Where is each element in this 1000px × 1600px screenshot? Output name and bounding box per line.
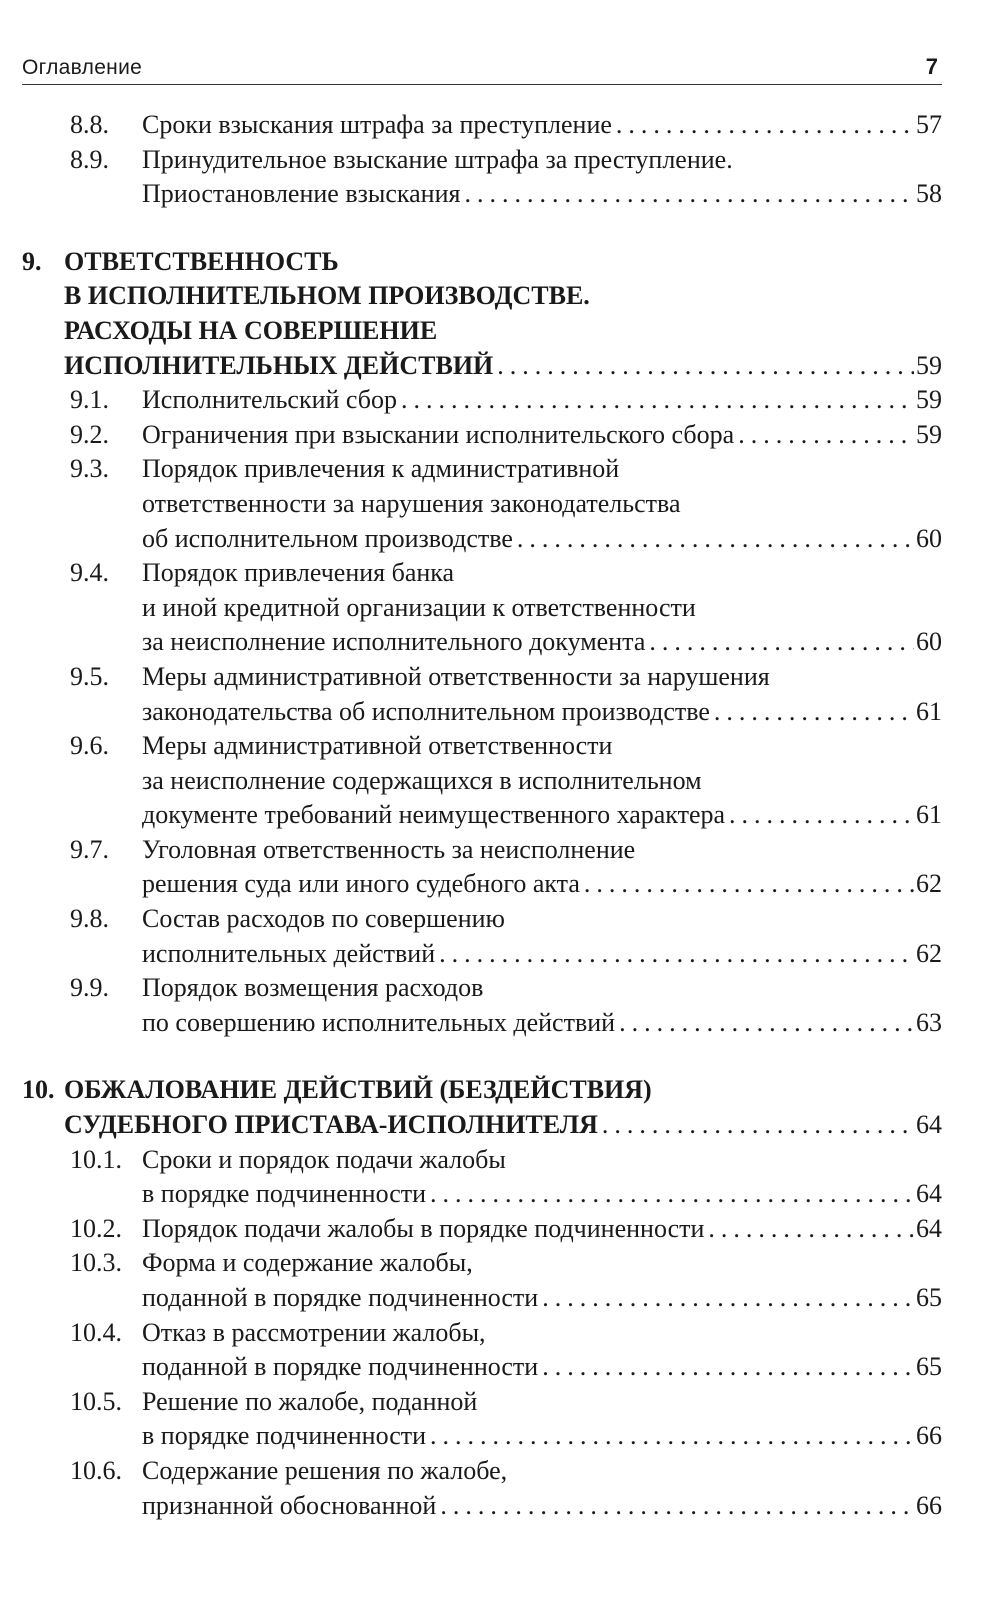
toc-entry-page: 60 xyxy=(916,523,942,553)
toc-entry-number: 8.8. xyxy=(70,110,109,139)
toc-section-title-line: ОТВЕТСТВЕННОСТЬ xyxy=(64,246,339,276)
toc-entry-page: 58 xyxy=(916,179,942,209)
toc-entry-title-line: Порядок возмещения расходов xyxy=(142,973,484,1003)
toc-entry-9-4-cont xyxy=(0,625,1000,660)
table-of-contents xyxy=(0,108,1000,1523)
toc-entry-page: 66 xyxy=(916,1421,942,1451)
toc-entry-number: 9.7. xyxy=(70,834,109,864)
toc-section-title-line: СУДЕБНОГО ПРИСТАВА-ИСПОЛНИТЕЛЯ xyxy=(64,1110,598,1140)
toc-section-number: 9. xyxy=(22,246,42,276)
toc-entry-10-2 xyxy=(0,1212,1000,1247)
toc-entry-number: 10.5. xyxy=(70,1386,122,1416)
toc-entry-page: 64 xyxy=(916,1213,942,1243)
toc-entry-9-4 xyxy=(0,556,1000,591)
toc-entry-number: 9.6. xyxy=(70,731,109,761)
header-section-title: Оглавление xyxy=(22,56,143,79)
toc-entry-9-9 xyxy=(0,971,1000,1006)
toc-entry-number: 9.5. xyxy=(70,661,109,691)
dot-leader xyxy=(430,1419,914,1454)
toc-entry-page: 63 xyxy=(916,1007,942,1037)
toc-section-9-cont xyxy=(0,279,1000,314)
toc-entry-title-line: и иной кредитной организации к ответственности xyxy=(142,592,696,622)
toc-entry-number: 9.4. xyxy=(70,558,109,588)
toc-entry-number: 9.1. xyxy=(70,385,109,415)
toc-entry-10-5-cont xyxy=(0,1419,1000,1454)
toc-entry-title-line: Порядок привлечения к административной xyxy=(142,454,620,484)
toc-entry-title-line: в порядке подчиненности xyxy=(142,1421,427,1451)
toc-entry-title-line: документе требований неимущественного характера xyxy=(142,800,726,830)
toc-entry-title-line: ответственности за нарушения законодательства xyxy=(142,488,681,518)
toc-entry-9-7 xyxy=(0,833,1000,868)
toc-entry-title: Ограничения при взыскании исполнительского сбора xyxy=(142,419,735,449)
toc-entry-8-8 xyxy=(0,108,1000,143)
toc-entry-page: 59 xyxy=(916,419,942,449)
toc-entry-title-line: Порядок привлечения банка xyxy=(142,558,455,588)
dot-leader xyxy=(729,798,914,833)
toc-entry-title-line: Меры административной ответственности за нарушения xyxy=(142,661,770,691)
toc-entry-number: 9.3. xyxy=(70,454,109,484)
toc-section-title-line: ИСПОЛНИТЕЛЬНЫХ ДЕЙСТВИЙ xyxy=(64,350,494,380)
toc-entry-title-line: Отказ в рассмотрении жалобы, xyxy=(142,1317,486,1347)
toc-entry-title-line: Состав расходов по совершению xyxy=(142,904,505,934)
toc-entry-number: 10.2. xyxy=(70,1213,122,1243)
toc-entry-page: 66 xyxy=(916,1490,942,1520)
toc-entry-title-line: Уголовная ответственность за неисполнение xyxy=(142,834,636,864)
toc-entry-title-line: законодательства об исполнительном производстве xyxy=(142,696,710,726)
toc-section-9 xyxy=(0,245,1000,280)
toc-entry-8-9-cont xyxy=(0,177,1000,212)
toc-entry-page: 65 xyxy=(916,1352,942,1382)
toc-entry-9-6-cont xyxy=(0,764,1000,799)
toc-entry-number: 9.9. xyxy=(70,973,109,1003)
toc-entry-title-line: поданной в порядке подчиненности xyxy=(142,1283,539,1312)
toc-entry-9-3 xyxy=(0,452,1000,487)
toc-entry-title: Порядок подачи жалобы в порядке подчиненности xyxy=(142,1213,705,1243)
toc-entry-page: 62 xyxy=(916,869,942,899)
dot-leader xyxy=(401,383,914,418)
header-page-number: 7 xyxy=(925,54,938,79)
toc-entry-9-5-cont xyxy=(0,695,1000,730)
toc-entry-title: Сроки взыскания штрафа за преступление xyxy=(142,110,612,139)
dot-leader xyxy=(708,1212,914,1247)
toc-entry-title-line: Меры административной ответственности xyxy=(142,731,613,761)
toc-entry-number: 9.8. xyxy=(70,904,109,934)
toc-entry-title-line: в порядке подчиненности xyxy=(142,1179,427,1209)
toc-entry-page: 61 xyxy=(916,696,942,726)
toc-entry-9-3-cont xyxy=(0,487,1000,522)
dot-leader xyxy=(619,1006,914,1041)
toc-entry-10-1-cont xyxy=(0,1177,1000,1212)
toc-entry-title-line: Сроки и порядок подачи жалобы xyxy=(142,1144,506,1174)
toc-section-page: 64 xyxy=(916,1110,942,1140)
toc-entry-9-3-cont xyxy=(0,522,1000,557)
toc-entry-10-4-cont xyxy=(0,1350,1000,1385)
toc-entry-title-line: поданной в порядке подчиненности xyxy=(142,1352,539,1382)
toc-entry-10-1 xyxy=(0,1143,1000,1178)
toc-entry-number: 10.4. xyxy=(70,1317,122,1347)
toc-entry-title-line: Содержание решения по жалобе, xyxy=(142,1455,508,1485)
toc-entry-title: Исполнительский сбор xyxy=(142,385,398,415)
dot-leader xyxy=(649,625,914,660)
toc-entry-10-5 xyxy=(0,1385,1000,1420)
toc-entry-10-6 xyxy=(0,1454,1000,1489)
toc-entry-title-line: Решение по жалобе, поданной xyxy=(142,1386,478,1416)
toc-entry-title-line: признанной обоснованной xyxy=(142,1490,437,1520)
toc-entry-page: 61 xyxy=(916,800,942,830)
toc-entry-10-3 xyxy=(0,1246,1000,1281)
toc-entry-title-line: Принудительное взыскание штрафа за преступление. xyxy=(142,144,733,174)
dot-leader xyxy=(497,349,914,384)
toc-entry-9-2 xyxy=(0,418,1000,453)
toc-entry-9-6-cont xyxy=(0,798,1000,833)
toc-entry-page: 64 xyxy=(916,1179,942,1209)
toc-entry-9-8-cont xyxy=(0,937,1000,972)
toc-entry-title-line: об исполнительном производстве xyxy=(142,523,513,553)
dot-leader xyxy=(616,108,914,143)
toc-entry-9-4-cont xyxy=(0,591,1000,626)
toc-entry-title-line: исполнительных действий xyxy=(142,938,436,968)
toc-entry-page: 60 xyxy=(916,627,942,657)
toc-entry-9-7-cont xyxy=(0,867,1000,902)
toc-entry-page: 59 xyxy=(916,385,942,415)
toc-entry-title-line: по совершению исполнительных действий xyxy=(142,1007,616,1037)
dot-leader xyxy=(439,937,914,972)
toc-entry-9-9-cont xyxy=(0,1006,1000,1041)
toc-section-number: 10. xyxy=(22,1075,55,1105)
dot-leader xyxy=(440,1489,914,1524)
toc-entry-page: 57 xyxy=(916,110,942,139)
toc-section-9-cont xyxy=(0,349,1000,384)
toc-entry-number: 10.6. xyxy=(70,1455,122,1485)
toc-section-title-line: РАСХОДЫ НА СОВЕРШЕНИЕ xyxy=(64,315,438,345)
toc-section-10 xyxy=(0,1073,1000,1108)
toc-section-page: 59 xyxy=(916,350,942,380)
dot-leader xyxy=(464,177,914,212)
toc-entry-page: 62 xyxy=(916,938,942,968)
toc-entry-title-line: решения суда или иного судебного акта xyxy=(142,869,580,899)
toc-section-9-cont xyxy=(0,314,1000,349)
dot-leader xyxy=(542,1350,914,1385)
dot-leader xyxy=(517,522,914,557)
toc-entry-9-8 xyxy=(0,902,1000,937)
toc-entry-number: 8.9. xyxy=(70,144,109,174)
running-header xyxy=(22,52,942,85)
toc-section-10-cont xyxy=(0,1108,1000,1143)
toc-entry-number: 10.1. xyxy=(70,1144,122,1174)
toc-entry-9-5 xyxy=(0,660,1000,695)
dot-leader xyxy=(542,1281,914,1316)
toc-entry-title-line: Приостановление взыскания xyxy=(142,179,461,209)
toc-entry-10-3-cont xyxy=(0,1281,1000,1316)
dot-leader xyxy=(430,1177,914,1212)
toc-entry-title-line: за неисполнение содержащихся в исполнительном xyxy=(142,765,702,795)
dot-leader xyxy=(602,1108,914,1143)
toc-entry-title-line: Форма и содержание жалобы, xyxy=(142,1248,473,1278)
dot-leader xyxy=(738,418,914,453)
toc-entry-title-line: за неисполнение исполнительного документа xyxy=(142,627,646,657)
dot-leader xyxy=(584,867,914,902)
dot-leader xyxy=(714,695,914,730)
toc-entry-number: 10.3. xyxy=(70,1248,122,1278)
toc-entry-number: 9.2. xyxy=(70,419,109,449)
toc-section-title-line: ОБЖАЛОВАНИЕ ДЕЙСТВИЙ (БЕЗДЕЙСТВИЯ) xyxy=(64,1075,652,1105)
toc-entry-9-6 xyxy=(0,729,1000,764)
toc-entry-8-9 xyxy=(0,143,1000,178)
toc-section-title-line: В ИСПОЛНИТЕЛЬНОМ ПРОИЗВОДСТВЕ. xyxy=(64,281,590,311)
toc-entry-page: 65 xyxy=(916,1283,942,1312)
toc-entry-10-4 xyxy=(0,1316,1000,1351)
toc-entry-9-1 xyxy=(0,383,1000,418)
toc-entry-10-6-cont xyxy=(0,1489,1000,1524)
